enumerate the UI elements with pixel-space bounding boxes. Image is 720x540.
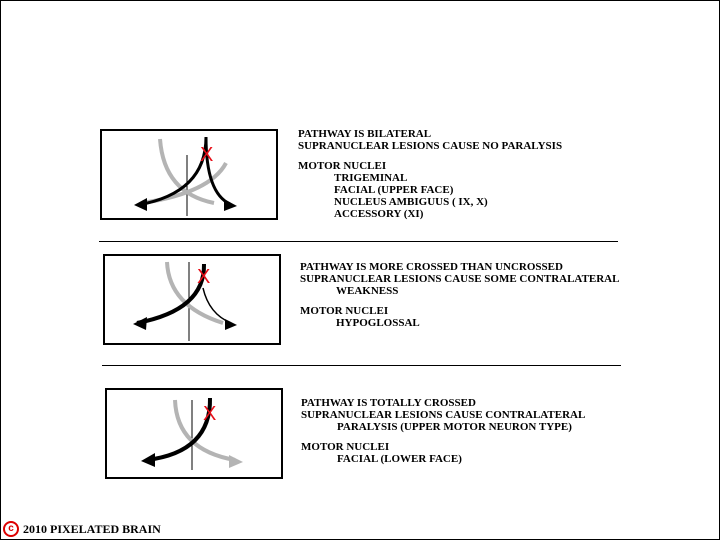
pathway-diagram-mostly-crossed — [105, 256, 279, 343]
panel2-line2: SUPRANUCLEAR LESIONS CAUSE SOME CONTRALATERAL — [300, 273, 620, 285]
panel1-text — [298, 128, 562, 220]
diagram-totally-crossed — [105, 388, 283, 479]
panel2-line3: WEAKNESS — [336, 285, 399, 297]
panel1-item: NUCLEUS AMBIGUUS ( IX, X) — [334, 196, 488, 208]
pathway-diagram-totally-crossed — [107, 390, 281, 477]
panel1-heading: MOTOR NUCLEI — [298, 160, 387, 172]
panel1-item: FACIAL (UPPER FACE) — [334, 184, 454, 196]
copyright-text: 2010 PIXELATED BRAIN — [23, 521, 161, 536]
panel2-item: HYPOGLOSSAL — [336, 317, 420, 329]
panel3-line2: SUPRANUCLEAR LESIONS CAUSE CONTRALATERAL — [301, 409, 586, 421]
panel2-line1: PATHWAY IS MORE CROSSED THAN UNCROSSED — [300, 261, 563, 273]
panel2-text — [300, 261, 619, 329]
divider-2 — [102, 365, 621, 366]
lesion-marker: X — [200, 144, 214, 166]
panel1-line1: PATHWAY IS BILATERAL — [298, 128, 432, 140]
panel3-line1: PATHWAY IS TOTALLY CROSSED — [301, 397, 476, 409]
lesion-marker: X — [203, 403, 217, 425]
lesion-marker: X — [197, 266, 211, 288]
panel3-heading: MOTOR NUCLEI — [301, 441, 390, 453]
panel1-line2: SUPRANUCLEAR LESIONS CAUSE NO PARALYSIS — [298, 140, 563, 152]
panel1-item: ACCESSORY (XI) — [334, 208, 424, 220]
copyright — [3, 521, 161, 537]
copyright-icon: c — [3, 521, 19, 537]
panel2-heading: MOTOR NUCLEI — [300, 305, 389, 317]
panel3-text — [301, 397, 585, 465]
panel3-line3: PARALYSIS (UPPER MOTOR NEURON TYPE) — [337, 421, 572, 433]
panel3-item: FACIAL (LOWER FACE) — [337, 453, 462, 465]
pathway-diagram-bilateral — [102, 131, 276, 218]
diagram-mostly-crossed — [103, 254, 281, 345]
divider-1 — [99, 241, 618, 242]
panel1-item: TRIGEMINAL — [334, 172, 408, 184]
diagram-bilateral — [100, 129, 278, 220]
